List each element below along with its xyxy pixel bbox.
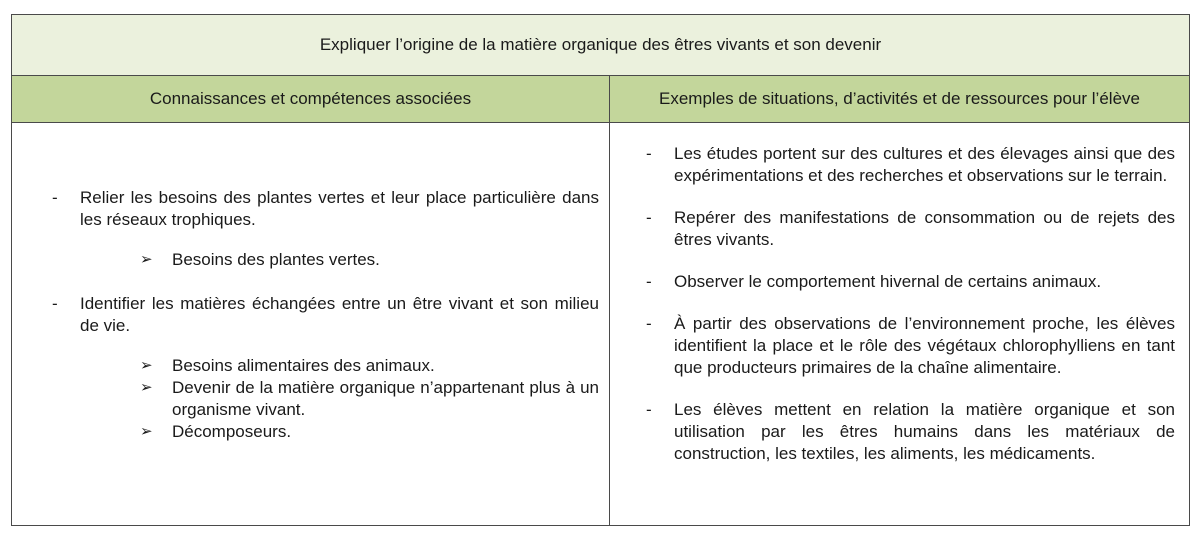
sub-list-item <box>140 355 599 377</box>
sub-list <box>140 355 599 443</box>
list-item-text: Repérer des manifestations de consommation ou de rejets des êtres vivants. <box>674 208 1176 249</box>
list-item-text: À partir des observations de l’environnement proche, les élèves identifient la place et le rôle des végétaux chlorophylliens en tant que producteurs primaires de la chaîne alimentaire. <box>674 314 1176 377</box>
sub-list-item <box>140 249 599 271</box>
list-item <box>646 271 1175 293</box>
list-item-text: Observer le comportement hivernal de certains animaux. <box>674 272 1102 291</box>
list-item <box>52 293 599 337</box>
header-left: Connaissances et compétences associées <box>12 76 610 123</box>
sub-list <box>140 249 599 271</box>
arrow-bullet-icon: ➢ <box>140 379 153 396</box>
table-title: Expliquer l’origine de la matière organique des êtres vivants et son devenir <box>12 15 1190 76</box>
sub-list-item-text: Besoins des plantes vertes. <box>172 250 380 269</box>
dash-bullet: - <box>646 400 652 419</box>
arrow-bullet-icon: ➢ <box>140 357 153 374</box>
curriculum-table <box>11 14 1190 526</box>
list-item <box>52 187 599 231</box>
dash-bullet: - <box>646 208 652 227</box>
arrow-bullet-icon: ➢ <box>140 423 153 440</box>
arrow-bullet-icon: ➢ <box>140 251 153 268</box>
right-column <box>610 123 1190 526</box>
dash-bullet: - <box>52 294 58 313</box>
dash-bullet: - <box>646 314 652 333</box>
dash-bullet: - <box>646 272 652 291</box>
dash-bullet: - <box>646 144 652 163</box>
list-item <box>646 399 1175 465</box>
left-column <box>12 123 610 526</box>
body-row <box>12 123 1190 526</box>
list-item-text: Les études portent sur des cultures et des élevages ainsi que des expérimentations et des recherches et observations sur le terrain. <box>674 144 1176 185</box>
sub-list-item-text: Besoins alimentaires des animaux. <box>172 356 435 375</box>
list-item <box>646 143 1175 187</box>
list-item-text: Identifier les matières échangées entre un être vivant et son milieu de vie. <box>80 294 599 335</box>
sub-list-item <box>140 421 599 443</box>
list-item-text: Relier les besoins des plantes vertes et leur place particulière dans les réseaux trophiques. <box>80 188 599 229</box>
header-row <box>12 76 1190 123</box>
header-right: Exemples de situations, d’activités et de ressources pour l’élève <box>610 76 1190 123</box>
list-item <box>646 207 1175 251</box>
title-row <box>12 15 1190 76</box>
dash-bullet: - <box>52 188 58 207</box>
sub-list-item-text: Décomposeurs. <box>172 422 292 441</box>
list-item-text: Les élèves mettent en relation la matière organique et son utilisation par les êtres humains dans les matériaux de construction, les textiles, les aliments, les médicaments. <box>674 400 1176 463</box>
sub-list-item <box>140 377 599 421</box>
sub-list-item-text: Devenir de la matière organique n’appartenant plus à un organisme vivant. <box>172 378 599 419</box>
list-item <box>646 313 1175 379</box>
